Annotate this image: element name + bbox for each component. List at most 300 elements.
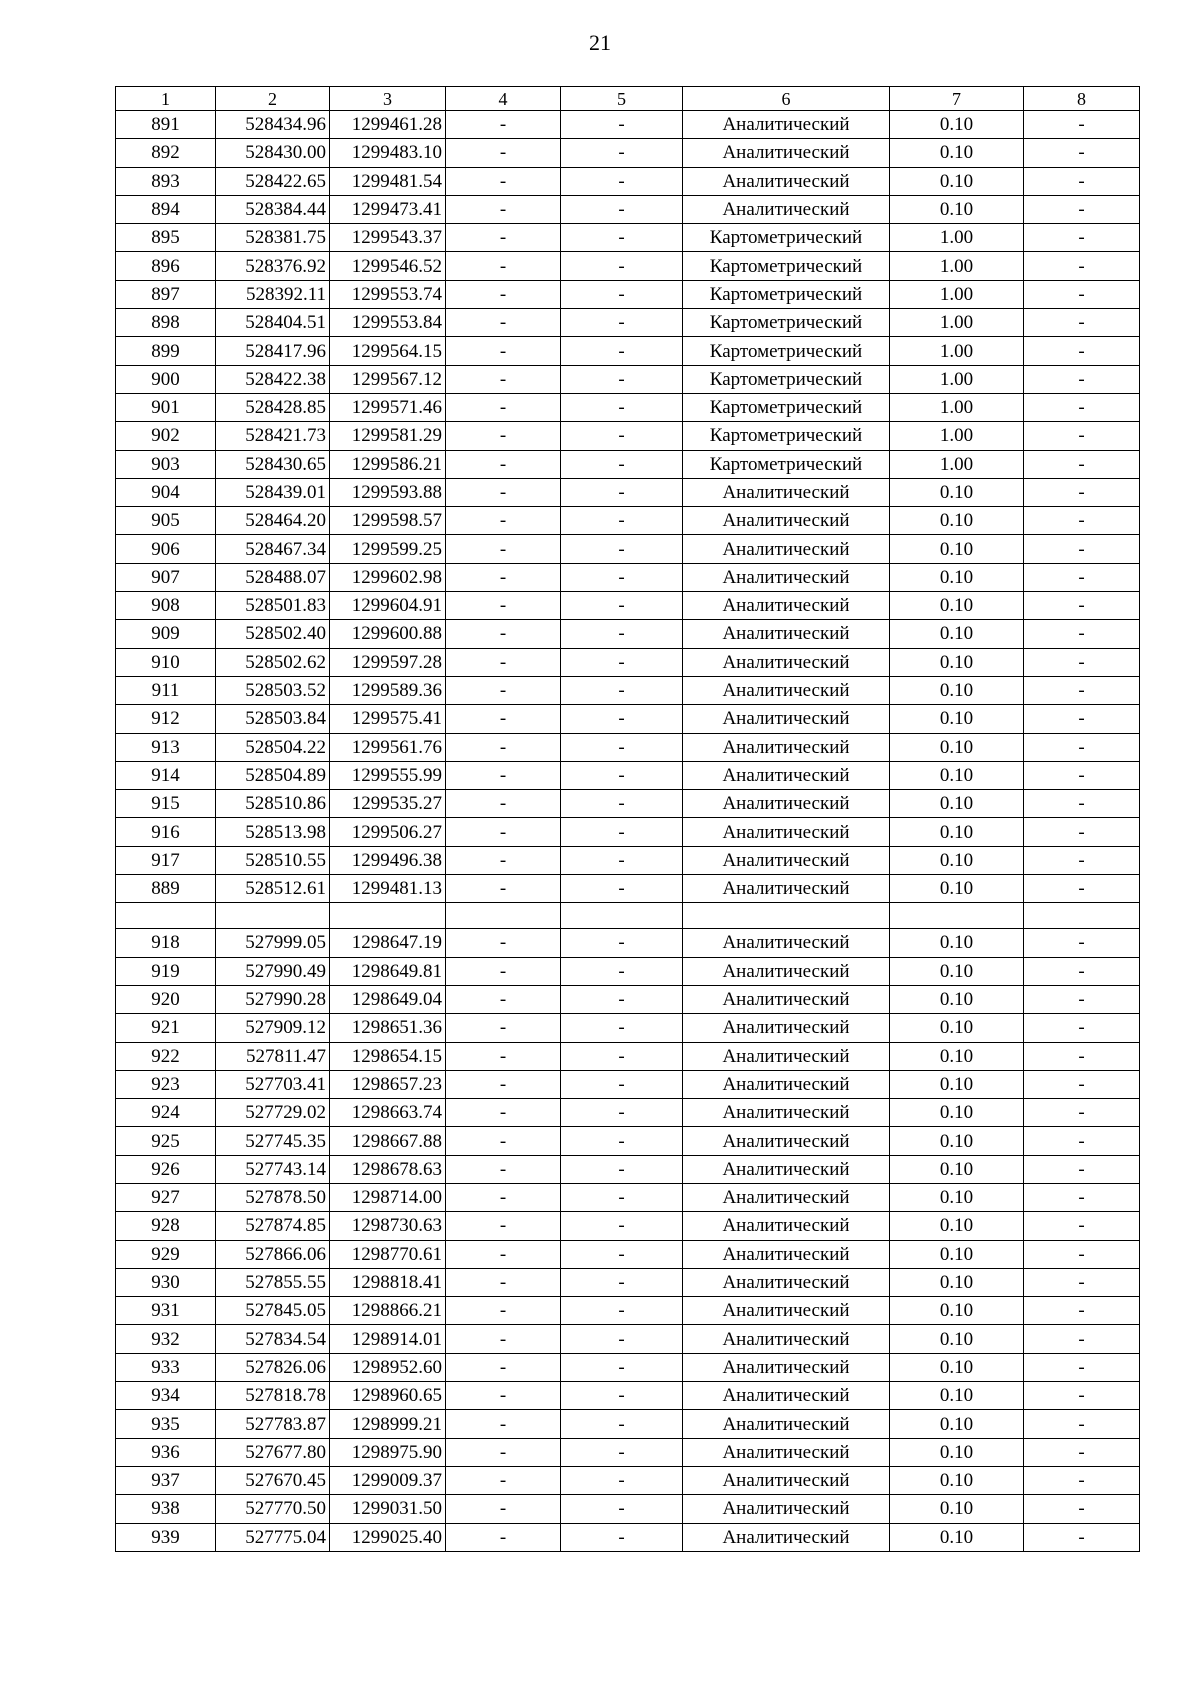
cell-y-coordinate: 1299604.91 <box>330 592 446 620</box>
cell-col8-value: - <box>1024 422 1140 450</box>
cell-y-coordinate: 1298999.21 <box>330 1410 446 1438</box>
cell-col8-value: - <box>1024 676 1140 704</box>
cell-method: Аналитический <box>683 1410 890 1438</box>
cell-col8-value: - <box>1024 393 1140 421</box>
cell-col4-value: - <box>446 507 561 535</box>
cell-x-coordinate: 528392.11 <box>216 280 330 308</box>
table-row <box>116 648 1140 676</box>
cell-col8-value: - <box>1024 1466 1140 1494</box>
cell-col4-value: - <box>446 761 561 789</box>
cell-x-coordinate: 528502.40 <box>216 620 330 648</box>
cell-col8-value: - <box>1024 280 1140 308</box>
cell-y-coordinate: 1299506.27 <box>330 818 446 846</box>
cell-col4-value: - <box>446 1155 561 1183</box>
cell-accuracy: 0.10 <box>890 790 1024 818</box>
cell-col4-value: - <box>446 111 561 139</box>
table-row <box>116 1325 1140 1353</box>
cell-point-number: 936 <box>116 1438 216 1466</box>
cell-point-number: 914 <box>116 761 216 789</box>
cell-col4-value: - <box>446 985 561 1013</box>
cell-x-coordinate: 528384.44 <box>216 195 330 223</box>
cell-point-number: 927 <box>116 1183 216 1211</box>
cell-y-coordinate: 1298663.74 <box>330 1099 446 1127</box>
cell-col5-value: - <box>561 365 683 393</box>
cell-col4-value: - <box>446 1212 561 1240</box>
cell-col4-value: - <box>446 252 561 280</box>
cell-col8-value: - <box>1024 1523 1140 1551</box>
cell-col4-value: - <box>446 422 561 450</box>
cell-accuracy: 1.00 <box>890 422 1024 450</box>
cell-col5-value: - <box>561 1466 683 1494</box>
cell-x-coordinate: 527990.49 <box>216 957 330 985</box>
cell-col4-value: - <box>446 1325 561 1353</box>
cell-method: Аналитический <box>683 1523 890 1551</box>
cell-method: Аналитический <box>683 818 890 846</box>
cell-col8-value: - <box>1024 507 1140 535</box>
cell-point-number: 908 <box>116 592 216 620</box>
cell-x-coordinate: 527990.28 <box>216 985 330 1013</box>
cell-y-coordinate: 1299575.41 <box>330 705 446 733</box>
cell-point-number: 934 <box>116 1382 216 1410</box>
table-row <box>116 1070 1140 1098</box>
cell-point-number: 912 <box>116 705 216 733</box>
cell-accuracy: 0.10 <box>890 563 1024 591</box>
cell-accuracy: 1.00 <box>890 337 1024 365</box>
table-row <box>116 1353 1140 1381</box>
cell-y-coordinate: 1298654.15 <box>330 1042 446 1070</box>
cell-point-number: 930 <box>116 1268 216 1296</box>
cell-method: Аналитический <box>683 957 890 985</box>
cell-accuracy <box>890 903 1024 929</box>
cell-col4-value: - <box>446 365 561 393</box>
cell-x-coordinate: 528434.96 <box>216 111 330 139</box>
cell-col8-value: - <box>1024 790 1140 818</box>
cell-col8-value: - <box>1024 111 1140 139</box>
cell-method: Аналитический <box>683 875 890 903</box>
cell-col5-value: - <box>561 818 683 846</box>
cell-col8-value: - <box>1024 1070 1140 1098</box>
table-row <box>116 1410 1140 1438</box>
cell-x-coordinate: 527878.50 <box>216 1183 330 1211</box>
cell-col8-value: - <box>1024 365 1140 393</box>
cell-method: Аналитический <box>683 478 890 506</box>
cell-col8-value: - <box>1024 1410 1140 1438</box>
cell-y-coordinate: 1298651.36 <box>330 1014 446 1042</box>
cell-x-coordinate: 528510.86 <box>216 790 330 818</box>
cell-col4-value: - <box>446 592 561 620</box>
cell-method: Картометрический <box>683 422 890 450</box>
cell-y-coordinate: 1299553.84 <box>330 309 446 337</box>
cell-method: Аналитический <box>683 1268 890 1296</box>
cell-y-coordinate: 1299586.21 <box>330 450 446 478</box>
cell-col4-value: - <box>446 1014 561 1042</box>
cell-col8-value: - <box>1024 1297 1140 1325</box>
cell-x-coordinate: 528502.62 <box>216 648 330 676</box>
table-row <box>116 761 1140 789</box>
cell-col4-value: - <box>446 1410 561 1438</box>
cell-accuracy: 0.10 <box>890 676 1024 704</box>
cell-y-coordinate: 1299025.40 <box>330 1523 446 1551</box>
cell-y-coordinate: 1298960.65 <box>330 1382 446 1410</box>
cell-accuracy: 0.10 <box>890 875 1024 903</box>
cell-point-number: 900 <box>116 365 216 393</box>
cell-col5-value: - <box>561 1070 683 1098</box>
cell-x-coordinate: 527909.12 <box>216 1014 330 1042</box>
cell-col5-value: - <box>561 1382 683 1410</box>
cell-col8-value: - <box>1024 733 1140 761</box>
cell-method: Аналитический <box>683 1297 890 1325</box>
cell-col8-value: - <box>1024 337 1140 365</box>
column-header: 7 <box>890 87 1024 111</box>
cell-method <box>683 903 890 929</box>
cell-col5-value: - <box>561 535 683 563</box>
cell-y-coordinate: 1298730.63 <box>330 1212 446 1240</box>
table-row <box>116 1268 1140 1296</box>
cell-x-coordinate: 528513.98 <box>216 818 330 846</box>
cell-x-coordinate: 527729.02 <box>216 1099 330 1127</box>
cell-col5-value: - <box>561 195 683 223</box>
cell-col8-value: - <box>1024 535 1140 563</box>
cell-accuracy: 0.10 <box>890 1099 1024 1127</box>
table-row <box>116 903 1140 929</box>
cell-col5-value: - <box>561 139 683 167</box>
cell-accuracy: 0.10 <box>890 111 1024 139</box>
cell-method: Аналитический <box>683 790 890 818</box>
cell-col4-value <box>446 903 561 929</box>
cell-point-number: 896 <box>116 252 216 280</box>
table-row <box>116 252 1140 280</box>
cell-y-coordinate: 1298667.88 <box>330 1127 446 1155</box>
cell-y-coordinate: 1298952.60 <box>330 1353 446 1381</box>
cell-point-number: 891 <box>116 111 216 139</box>
cell-accuracy: 1.00 <box>890 224 1024 252</box>
table-row <box>116 929 1140 957</box>
cell-col8-value: - <box>1024 478 1140 506</box>
cell-method: Аналитический <box>683 733 890 761</box>
cell-col5-value: - <box>561 1297 683 1325</box>
cell-point-number: 933 <box>116 1353 216 1381</box>
cell-accuracy: 0.10 <box>890 1382 1024 1410</box>
cell-col8-value: - <box>1024 1155 1140 1183</box>
cell-accuracy: 0.10 <box>890 1070 1024 1098</box>
cell-y-coordinate: 1298647.19 <box>330 929 446 957</box>
cell-col4-value: - <box>446 1438 561 1466</box>
cell-accuracy: 0.10 <box>890 592 1024 620</box>
cell-col8-value: - <box>1024 1240 1140 1268</box>
cell-col5-value: - <box>561 252 683 280</box>
cell-col8-value: - <box>1024 1495 1140 1523</box>
table-row <box>116 139 1140 167</box>
cell-x-coordinate: 528422.65 <box>216 167 330 195</box>
table-row <box>116 1240 1140 1268</box>
cell-col4-value: - <box>446 1070 561 1098</box>
cell-y-coordinate: 1298914.01 <box>330 1325 446 1353</box>
cell-accuracy: 0.10 <box>890 1297 1024 1325</box>
cell-point-number: 910 <box>116 648 216 676</box>
cell-point-number: 931 <box>116 1297 216 1325</box>
cell-col5-value: - <box>561 1353 683 1381</box>
cell-col4-value: - <box>446 1297 561 1325</box>
cell-point-number: 889 <box>116 875 216 903</box>
cell-col5-value: - <box>561 1438 683 1466</box>
cell-x-coordinate: 527845.05 <box>216 1297 330 1325</box>
cell-y-coordinate: 1299496.38 <box>330 846 446 874</box>
cell-col4-value: - <box>446 875 561 903</box>
cell-col5-value: - <box>561 1183 683 1211</box>
cell-col8-value: - <box>1024 1127 1140 1155</box>
cell-y-coordinate: 1299598.57 <box>330 507 446 535</box>
cell-col5-value: - <box>561 1325 683 1353</box>
cell-method: Аналитический <box>683 139 890 167</box>
table-row <box>116 790 1140 818</box>
cell-col4-value: - <box>446 450 561 478</box>
cell-col4-value: - <box>446 1353 561 1381</box>
table-row <box>116 1438 1140 1466</box>
cell-col8-value: - <box>1024 592 1140 620</box>
cell-y-coordinate: 1299600.88 <box>330 620 446 648</box>
cell-col4-value: - <box>446 337 561 365</box>
cell-x-coordinate: 527999.05 <box>216 929 330 957</box>
cell-col8-value: - <box>1024 846 1140 874</box>
cell-col8-value: - <box>1024 1042 1140 1070</box>
cell-accuracy: 0.10 <box>890 985 1024 1013</box>
cell-method: Аналитический <box>683 1382 890 1410</box>
cell-col5-value: - <box>561 478 683 506</box>
cell-col4-value: - <box>446 224 561 252</box>
cell-y-coordinate: 1299535.27 <box>330 790 446 818</box>
cell-col4-value: - <box>446 648 561 676</box>
cell-col5-value: - <box>561 1099 683 1127</box>
cell-x-coordinate: 528430.65 <box>216 450 330 478</box>
cell-method: Аналитический <box>683 1495 890 1523</box>
cell-y-coordinate: 1299561.76 <box>330 733 446 761</box>
cell-accuracy: 0.10 <box>890 1212 1024 1240</box>
table-body <box>116 111 1140 1552</box>
cell-accuracy: 0.10 <box>890 1523 1024 1551</box>
cell-col4-value: - <box>446 1127 561 1155</box>
cell-point-number: 904 <box>116 478 216 506</box>
cell-x-coordinate: 527670.45 <box>216 1466 330 1494</box>
cell-col8-value: - <box>1024 195 1140 223</box>
cell-point-number: 895 <box>116 224 216 252</box>
page-number: 21 <box>589 30 611 55</box>
cell-col4-value: - <box>446 478 561 506</box>
cell-col4-value: - <box>446 1183 561 1211</box>
cell-col5-value: - <box>561 1410 683 1438</box>
cell-col5-value: - <box>561 224 683 252</box>
cell-col4-value: - <box>446 280 561 308</box>
cell-accuracy: 0.10 <box>890 535 1024 563</box>
cell-col4-value: - <box>446 790 561 818</box>
cell-method: Аналитический <box>683 1466 890 1494</box>
table-row <box>116 535 1140 563</box>
cell-y-coordinate: 1299009.37 <box>330 1466 446 1494</box>
cell-x-coordinate: 528421.73 <box>216 422 330 450</box>
cell-y-coordinate: 1298770.61 <box>330 1240 446 1268</box>
cell-point-number: 893 <box>116 167 216 195</box>
cell-x-coordinate: 528422.38 <box>216 365 330 393</box>
cell-col5-value: - <box>561 563 683 591</box>
cell-x-coordinate: 528488.07 <box>216 563 330 591</box>
table-row <box>116 818 1140 846</box>
cell-point-number: 929 <box>116 1240 216 1268</box>
cell-method: Картометрический <box>683 365 890 393</box>
cell-x-coordinate: 527770.50 <box>216 1495 330 1523</box>
cell-col4-value: - <box>446 309 561 337</box>
cell-col5-value: - <box>561 1523 683 1551</box>
cell-x-coordinate: 527743.14 <box>216 1155 330 1183</box>
cell-col4-value: - <box>446 929 561 957</box>
cell-point-number: 939 <box>116 1523 216 1551</box>
cell-accuracy: 1.00 <box>890 365 1024 393</box>
cell-x-coordinate: 528510.55 <box>216 846 330 874</box>
cell-col8-value: - <box>1024 1353 1140 1381</box>
cell-x-coordinate: 527745.35 <box>216 1127 330 1155</box>
cell-point-number: 892 <box>116 139 216 167</box>
cell-x-coordinate: 527834.54 <box>216 1325 330 1353</box>
cell-col8-value: - <box>1024 1212 1140 1240</box>
cell-y-coordinate: 1298818.41 <box>330 1268 446 1296</box>
cell-y-coordinate: 1299581.29 <box>330 422 446 450</box>
table-row <box>116 733 1140 761</box>
cell-point-number: 906 <box>116 535 216 563</box>
cell-method: Картометрический <box>683 450 890 478</box>
cell-col5-value <box>561 903 683 929</box>
cell-method: Картометрический <box>683 309 890 337</box>
cell-accuracy: 0.10 <box>890 1353 1024 1381</box>
table-row <box>116 985 1140 1013</box>
table-row <box>116 422 1140 450</box>
cell-col5-value: - <box>561 676 683 704</box>
cell-method: Аналитический <box>683 507 890 535</box>
cell-point-number: 918 <box>116 929 216 957</box>
cell-col5-value: - <box>561 422 683 450</box>
cell-y-coordinate: 1299543.37 <box>330 224 446 252</box>
cell-point-number: 898 <box>116 309 216 337</box>
cell-method: Аналитический <box>683 1155 890 1183</box>
cell-point-number: 928 <box>116 1212 216 1240</box>
table-row <box>116 337 1140 365</box>
cell-y-coordinate: 1299553.74 <box>330 280 446 308</box>
cell-accuracy: 0.10 <box>890 733 1024 761</box>
cell-accuracy: 0.10 <box>890 1042 1024 1070</box>
cell-col4-value: - <box>446 818 561 846</box>
cell-col8-value: - <box>1024 563 1140 591</box>
cell-col8-value: - <box>1024 252 1140 280</box>
cell-col5-value: - <box>561 1240 683 1268</box>
cell-y-coordinate: 1299481.54 <box>330 167 446 195</box>
table-row <box>116 1127 1140 1155</box>
cell-accuracy: 0.10 <box>890 507 1024 535</box>
cell-col8-value: - <box>1024 1268 1140 1296</box>
cell-col5-value: - <box>561 393 683 421</box>
cell-col5-value: - <box>561 167 683 195</box>
cell-x-coordinate: 527874.85 <box>216 1212 330 1240</box>
table-row <box>116 280 1140 308</box>
cell-col5-value: - <box>561 309 683 337</box>
table-row <box>116 1014 1140 1042</box>
cell-accuracy: 1.00 <box>890 280 1024 308</box>
table-row <box>116 1523 1140 1551</box>
cell-accuracy: 0.10 <box>890 1466 1024 1494</box>
cell-col5-value: - <box>561 620 683 648</box>
cell-y-coordinate: 1299564.15 <box>330 337 446 365</box>
cell-accuracy: 0.10 <box>890 1410 1024 1438</box>
cell-x-coordinate: 527677.80 <box>216 1438 330 1466</box>
cell-method: Картометрический <box>683 252 890 280</box>
cell-col4-value: - <box>446 957 561 985</box>
cell-method: Аналитический <box>683 1042 890 1070</box>
cell-col8-value <box>1024 903 1140 929</box>
cell-col4-value: - <box>446 139 561 167</box>
cell-col4-value: - <box>446 167 561 195</box>
table-row <box>116 195 1140 223</box>
table-row <box>116 1183 1140 1211</box>
cell-col5-value: - <box>561 592 683 620</box>
cell-method: Аналитический <box>683 648 890 676</box>
cell-col8-value: - <box>1024 1099 1140 1127</box>
cell-y-coordinate: 1298657.23 <box>330 1070 446 1098</box>
cell-col5-value: - <box>561 280 683 308</box>
cell-method: Аналитический <box>683 1438 890 1466</box>
column-header: 4 <box>446 87 561 111</box>
cell-col4-value: - <box>446 620 561 648</box>
cell-x-coordinate: 527818.78 <box>216 1382 330 1410</box>
cell-col5-value: - <box>561 507 683 535</box>
cell-method: Аналитический <box>683 592 890 620</box>
cell-x-coordinate: 527783.87 <box>216 1410 330 1438</box>
column-header: 8 <box>1024 87 1140 111</box>
cell-accuracy: 0.10 <box>890 818 1024 846</box>
cell-point-number <box>116 903 216 929</box>
cell-col5-value: - <box>561 1495 683 1523</box>
cell-x-coordinate: 528512.61 <box>216 875 330 903</box>
cell-col8-value: - <box>1024 957 1140 985</box>
cell-col5-value: - <box>561 985 683 1013</box>
cell-col5-value: - <box>561 733 683 761</box>
cell-accuracy: 0.10 <box>890 957 1024 985</box>
table-row <box>116 365 1140 393</box>
cell-x-coordinate: 528467.34 <box>216 535 330 563</box>
table-row <box>116 1099 1140 1127</box>
cell-col4-value: - <box>446 1495 561 1523</box>
cell-method: Аналитический <box>683 1127 890 1155</box>
cell-col4-value: - <box>446 1268 561 1296</box>
cell-y-coordinate: 1298866.21 <box>330 1297 446 1325</box>
cell-col4-value: - <box>446 393 561 421</box>
cell-x-coordinate: 528504.89 <box>216 761 330 789</box>
table-row <box>116 1042 1140 1070</box>
cell-col5-value: - <box>561 1155 683 1183</box>
cell-x-coordinate: 528503.52 <box>216 676 330 704</box>
table-row <box>116 875 1140 903</box>
cell-method: Аналитический <box>683 676 890 704</box>
cell-col8-value: - <box>1024 818 1140 846</box>
cell-col4-value: - <box>446 1466 561 1494</box>
cell-point-number: 902 <box>116 422 216 450</box>
cell-accuracy: 1.00 <box>890 309 1024 337</box>
cell-col4-value: - <box>446 733 561 761</box>
cell-point-number: 926 <box>116 1155 216 1183</box>
cell-col8-value: - <box>1024 985 1140 1013</box>
cell-col5-value: - <box>561 648 683 676</box>
cell-col5-value: - <box>561 929 683 957</box>
cell-point-number: 901 <box>116 393 216 421</box>
table-row <box>116 1212 1140 1240</box>
cell-col4-value: - <box>446 1099 561 1127</box>
cell-point-number: 911 <box>116 676 216 704</box>
cell-x-coordinate: 528503.84 <box>216 705 330 733</box>
